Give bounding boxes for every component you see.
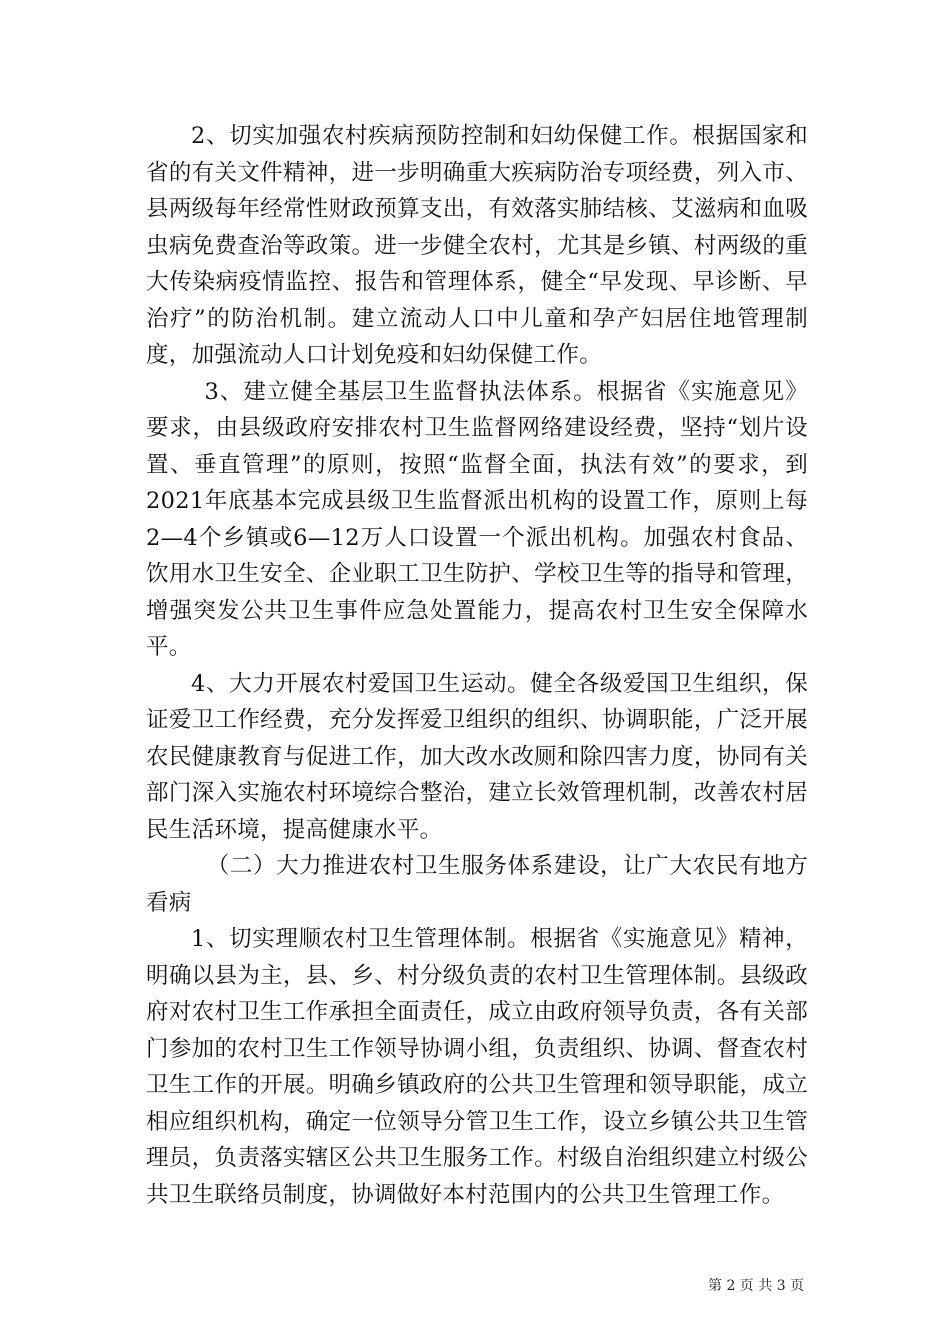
- paragraph-disease-prevention: 2、切实加强农村疾病预防控制和妇幼保健工作。根据国家和省的有关文件精神，进一步明确重大疾病防治专项经费，列入市、县两级每年经常性财政预算支出，有效落实肺结核、艾滋病和血吸虫病免费查治等政策。进一步健全农村，尤其是乡镇、村两级的重大传染病疫情监控、报告和管理体系，健全“早发现、早诊断、早治疗”的防治机制。建立流动人口中儿童和孕产妇居住地管理制度，加强流动人口计划免疫和妇幼保健工作。: [146, 123, 808, 368]
- paragraph-management-system: 1、切实理顺农村卫生管理体制。根据省《实施意见》精神，明确以县为主，县、乡、村分级负责的农村卫生管理体制。县级政府对农村卫生工作承担全面责任，成立由政府领导负责，各有关部门参加的农村卫生工作领导协调小组，负责组织、协调、督查农村卫生工作的开展。明确乡镇政府的公共卫生管理和领导职能，成立相应组织机构，确定一位领导分管卫生工作，设立乡镇公共卫生管理员，负责落实辖区公共卫生服务工作。村级自治组织建立村级公共卫生联络员制度，协调做好本村范围内的公共卫生管理工作。: [146, 926, 808, 1208]
- paragraph-health-supervision: 3、建立健全基层卫生监督执法体系。根据省《实施意见》要求，由县级政府安排农村卫生监督网络建设经费，坚持“划片设置、垂直管理”的原则，按照“监督全面，执法有效”的要求，到2021年底基本完成县级卫生监督派出机构的设置工作，原则上每2—4个乡镇或6—12万人口设置一个派出机构。加强农村食品、饮用水卫生安全、企业职工卫生防护、学校卫生等的指导和管理，增强突发公共卫生事件应急处置能力，提高农村卫生安全保障水平。: [146, 378, 808, 660]
- document-body: [146, 118, 808, 1213]
- paragraph-patriotic-health: 4、大力开展农村爱国卫生运动。健全各级爱国卫生组织，保证爱卫工作经费，充分发挥爱卫组织的组织、协调职能，广泛开展农民健康教育与促进工作，加大改水改厕和除四害力度，协同有关部门深入实施农村环境综合整治，建立长效管理机制，改善农村居民生活环境，提高健康水平。: [146, 670, 808, 843]
- section-heading-service-system: （二）大力推进农村卫生服务体系建设，让广大农民有地方看病: [146, 853, 808, 916]
- page-number-footer: 第 2 页 共 3 页: [708, 1278, 805, 1294]
